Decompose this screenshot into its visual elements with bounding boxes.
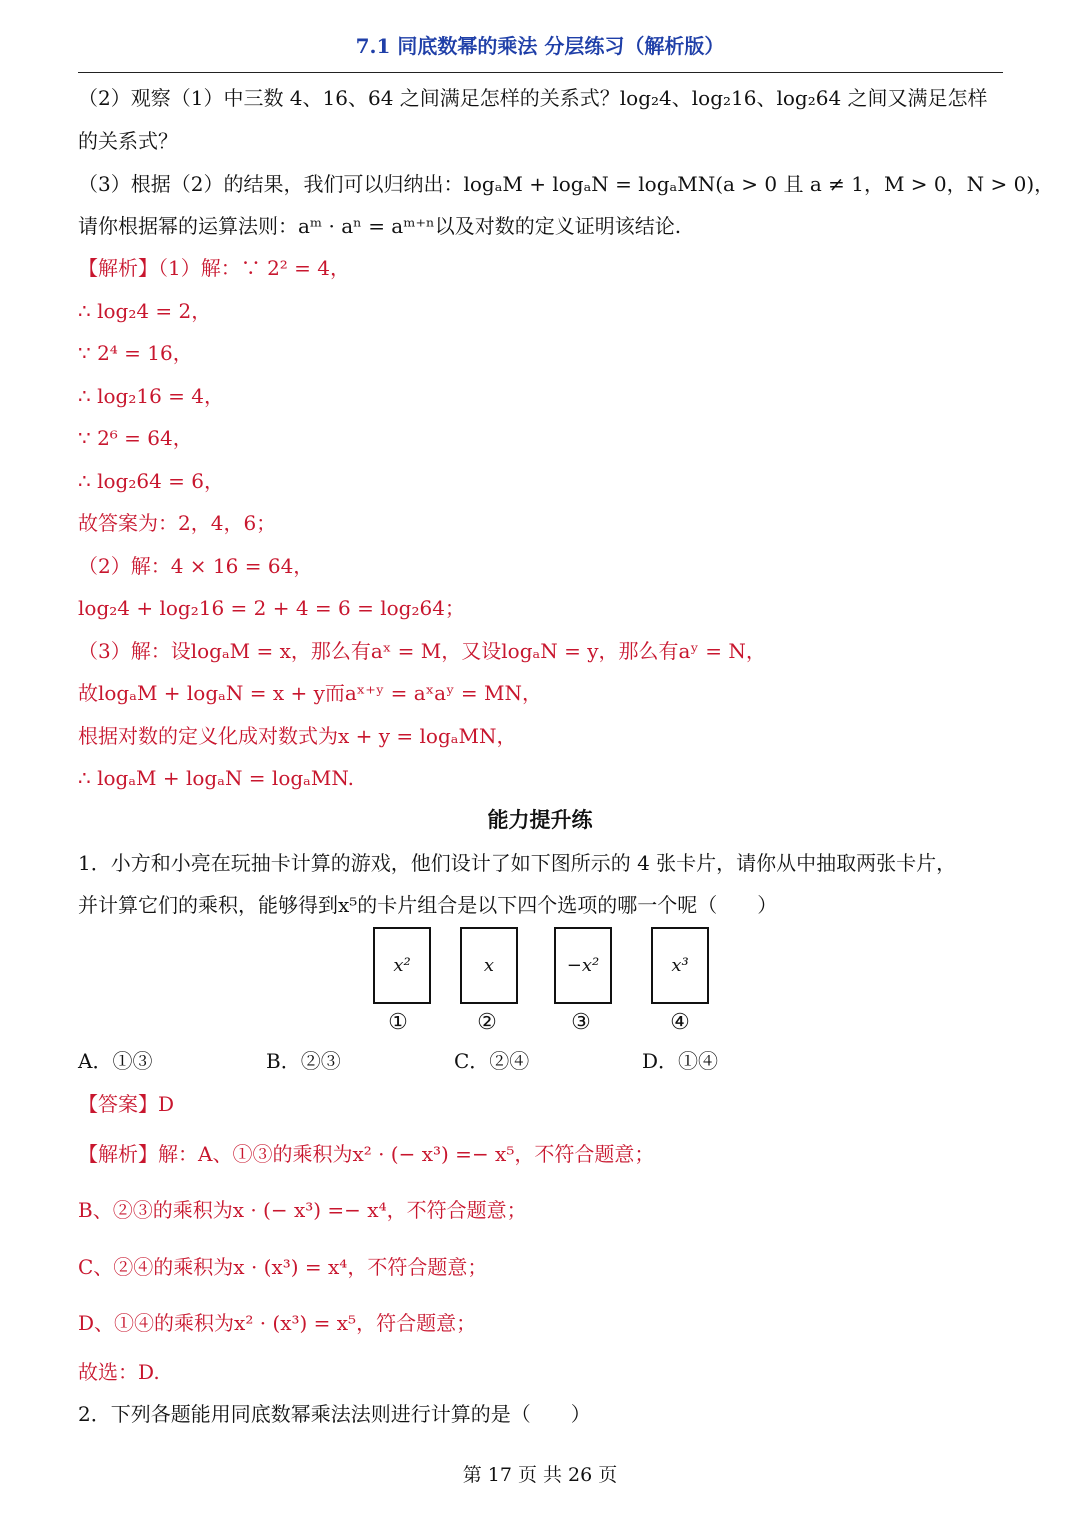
analysis-line: 故选：D. bbox=[78, 1360, 160, 1384]
question1-line: 并计算它们的乘积，能够得到x⁵的卡片组合是以下四个选项的哪一个呢（ ） bbox=[78, 893, 778, 917]
card-expression: −x² bbox=[566, 955, 600, 976]
card-number: ③ bbox=[571, 1010, 591, 1035]
question-line: （2）观察（1）中三数 4、16、64 之间满足怎样的关系式？log₂4、log₂16、log₂64 之间又满足怎样 bbox=[78, 86, 988, 110]
question1-line: 1．小方和小亮在玩抽卡计算的游戏，他们设计了如下图所示的 4 张卡片，请你从中抽取两张卡片， bbox=[78, 851, 957, 875]
section-title: 能力提升练 bbox=[487, 807, 593, 832]
option-b: B．②③ bbox=[266, 1049, 341, 1073]
solution-line: ∴ log₂64 = 6， bbox=[78, 469, 224, 493]
card-number: ④ bbox=[670, 1010, 690, 1035]
answer-line: 【答案】D bbox=[78, 1092, 175, 1116]
card-expression: x³ bbox=[671, 955, 689, 976]
card-expression: x² bbox=[393, 955, 411, 976]
solution-line: （2）解：4 × 16 = 64， bbox=[78, 554, 314, 578]
solution-line: （3）解：设logₐM = x，那么有aˣ = M，又设logₐN = y，那么有aʸ = N， bbox=[78, 639, 766, 663]
solution-line: ∵ 2⁶ = 64， bbox=[78, 426, 193, 450]
document-header-title: 7.1 同底数幂的乘法 分层练习（解析版） bbox=[355, 34, 725, 58]
solution-line: ∴ logₐM + logₐN = logₐMN. bbox=[78, 766, 354, 790]
card-number: ② bbox=[477, 1010, 497, 1035]
solution-line: 【解析】（1）解：∵ 2² = 4， bbox=[78, 256, 351, 280]
analysis-line: D、①④的乘积为x² · (x³) = x⁵，符合题意； bbox=[78, 1311, 477, 1335]
question-line: 请你根据幂的运算法则：aᵐ · aⁿ = aᵐ⁺ⁿ以及对数的定义证明该结论. bbox=[78, 214, 682, 238]
solution-line: log₂4 + log₂16 = 2 + 4 = 6 = log₂64； bbox=[78, 596, 465, 620]
option-c: C．②④ bbox=[454, 1049, 530, 1073]
solution-line: 故logₐM + logₐN = x + y而aˣ⁺ʸ = aˣaʸ = MN， bbox=[78, 681, 543, 705]
option-d: D．①④ bbox=[642, 1049, 719, 1073]
card-2 bbox=[460, 927, 518, 1004]
card-expression: x bbox=[483, 955, 495, 976]
card-4 bbox=[651, 927, 709, 1004]
card-1 bbox=[373, 927, 431, 1004]
solution-line: ∴ log₂16 = 4， bbox=[78, 384, 224, 408]
analysis-line: B、②③的乘积为x · (− x³) =− x⁴，不符合题意； bbox=[78, 1198, 527, 1222]
header-divider bbox=[78, 72, 1003, 73]
solution-line: ∴ log₂4 = 2， bbox=[78, 299, 212, 323]
page-footer: 第 17 页 共 26 页 bbox=[462, 1464, 618, 1486]
question-line: 的关系式？ bbox=[78, 129, 178, 153]
question-line: （3）根据（2）的结果，我们可以归纳出：logₐM + logₐN = logₐMN(a > 0 且 a ≠ 1，M > 0，N > 0)， bbox=[78, 172, 1055, 196]
solution-line: 故答案为：2，4，6； bbox=[78, 511, 277, 535]
question2-line: 2．下列各题能用同底数幂乘法法则进行计算的是（ ） bbox=[78, 1402, 591, 1426]
solution-line: 根据对数的定义化成对数式为x + y = logₐMN， bbox=[78, 724, 517, 748]
solution-line: ∵ 2⁴ = 16， bbox=[78, 341, 193, 365]
option-a: A．①③ bbox=[78, 1049, 153, 1073]
analysis-line: 【解析】解：A、①③的乘积为x² · (− x³) =− x⁵，不符合题意； bbox=[78, 1142, 655, 1166]
analysis-line: C、②④的乘积为x · (x³) = x⁴，不符合题意； bbox=[78, 1255, 488, 1279]
card-number: ① bbox=[388, 1010, 408, 1035]
card-3 bbox=[554, 927, 612, 1004]
